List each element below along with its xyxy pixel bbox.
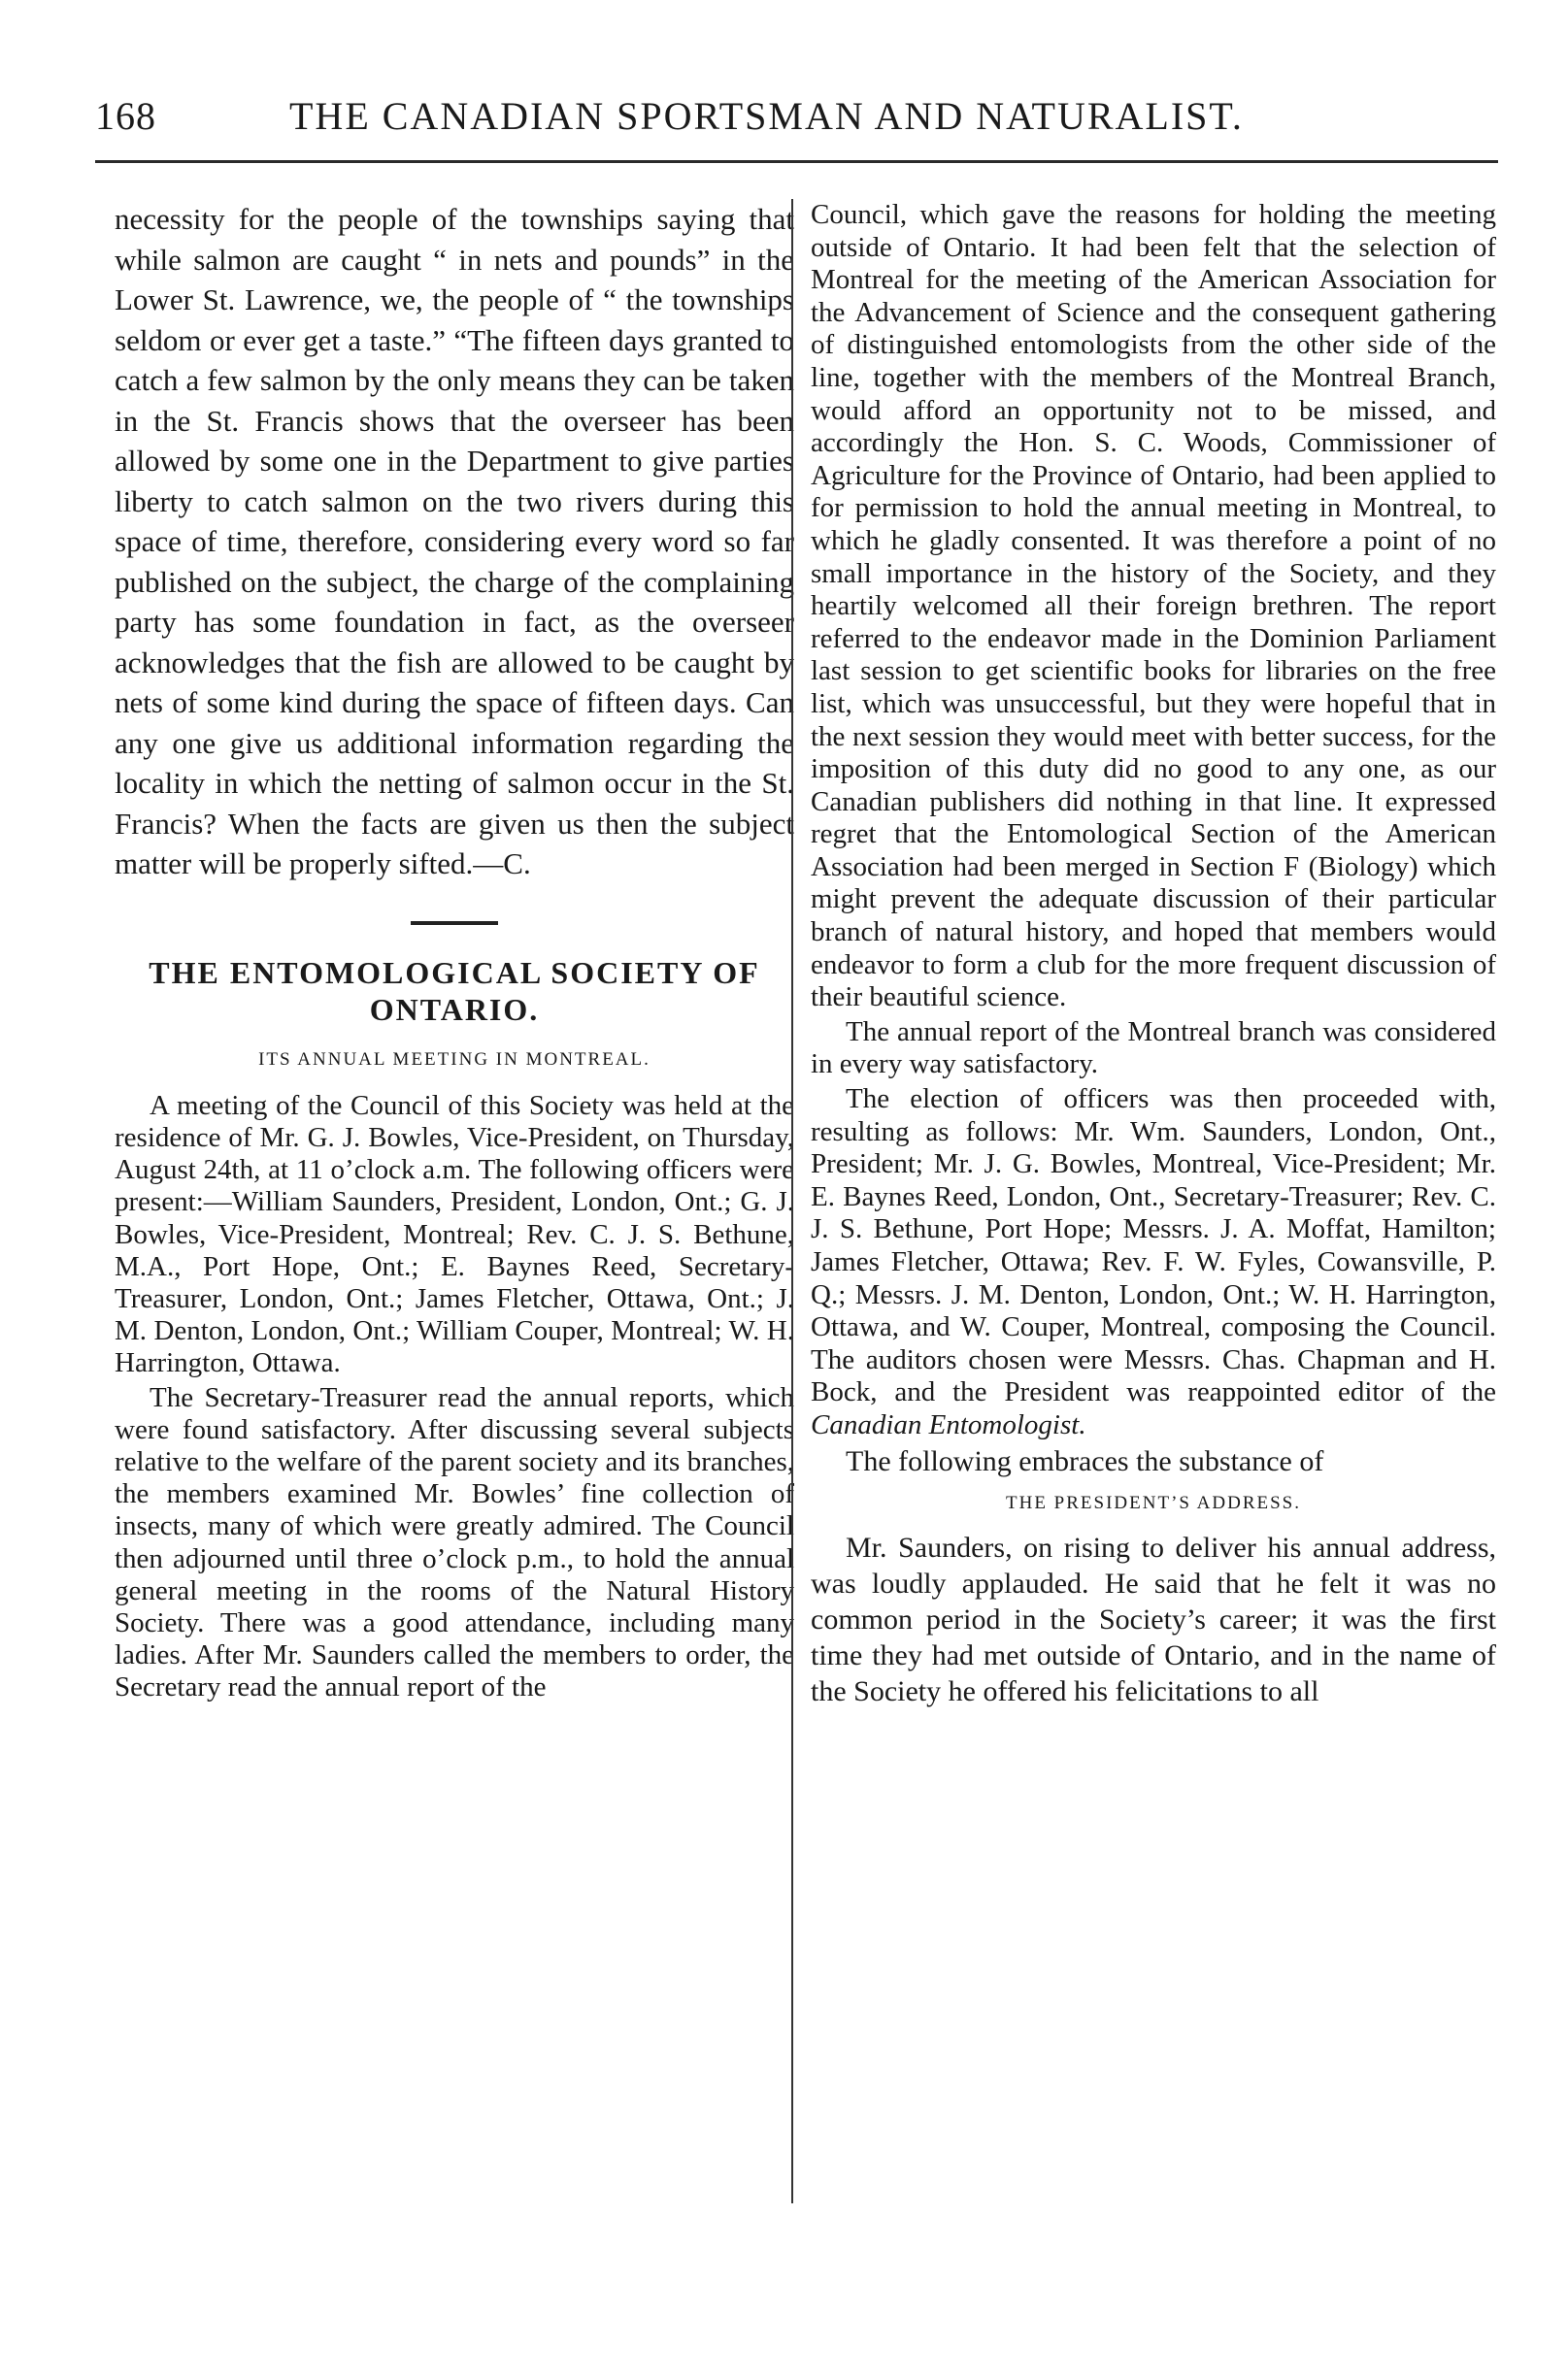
page-number: 168	[95, 94, 156, 138]
running-title: THE CANADIAN SPORTSMAN AND NATURALIST.	[289, 94, 1244, 138]
article-end-rule	[411, 921, 498, 925]
address-paragraph: Mr. Saunders, on rising to deliver his annual address, was loudly applauded. He said that he felt it was no common period in the Society’s career; it was the first time they had met outside of Ontario, and in the name of the Society he offered his felicitations to all	[811, 1531, 1496, 1707]
following-paragraph: The following embraces the substance of	[846, 1444, 1324, 1477]
address-subheading: THE PRESIDENT’S ADDRESS.	[1006, 1492, 1301, 1513]
right-column	[811, 199, 1496, 1711]
election-text: The election of officers was then proceeded with, resulting as follows: Mr. Wm. Saunders, London, Ont., President; Mr. J. G. Bowles, Montreal, Vice-President; Mr. E. Baynes Reed, London, Ont., Secretary-Treasurer; Rev. C. J. S. Bethune, Port Hope; Messrs. J. A. Moffat, Hamilton; James Fletcher, Ottawa; Rev. F. W. Fyles, Cowansville, P. Q.; Messrs. J. M. Denton, London, Ont.; W. H. Harrington, Ottawa, and W. Couper, Montreal, composing the Council. The auditors chosen were Messrs. Chas. Chapman and H. Bock, and the President was reappointed editor of the	[811, 1083, 1496, 1408]
montreal-branch-paragraph: The annual report of the Montreal branch was considered in every way satisfactory.	[811, 1015, 1496, 1080]
meeting-paragraph: A meeting of the Council of this Society was held at the residence of Mr. G. J. Bowles, Vice-President, on Thursday, August 24th, at 11 o’clock a.m. The following officers were present:—William Saunders, President, London, Ont.; G. J. Bowles, Vice-President, Montreal; Rev. C. J. S. Bethune, M.A., Port Hope, Ont.; E. Baynes Reed, Secretary-Treasurer, London, Ont.; James Fletcher, Ottawa, Ont.; J. M. Denton, London, Ont.; William Couper, Montreal; W. H. Harrington, Ottawa.	[115, 1089, 794, 1379]
journal-title: Canadian Entomologist.	[811, 1408, 1086, 1440]
page-header	[95, 93, 1493, 151]
article-continuation: necessity for the people of the townships saying that while salmon are caught “ in nets and pounds” in the Lower St. Lawrence, we, the people of “ the townships seldom or ever get a taste.” “The fifteen days granted to catch a few salmon by the only means they can be taken in the St. Francis shows that the overseer has been allowed by some one in the Department to give parties liberty to catch salmon on the two rivers during this space of time, therefore, considering every word so far published on the subject, the charge of the complaining party has some foundation in fact, as the overseer acknowledges that the fish are allowed to be caught by nets of some kind during the space of fifteen days. Can any one give us additional information regarding the locality in which the netting of salmon occur in the St. Francis? When the facts are given us then the subject matter will be properly sifted.—C.	[115, 202, 794, 880]
election-paragraph	[811, 1083, 1496, 1442]
section-subheading: ITS ANNUAL MEETING IN MONTREAL.	[258, 1048, 651, 1070]
section-heading: THE ENTOMOLOGICAL SOCIETY OF ONTARIO.	[149, 954, 760, 1027]
council-paragraph: Council, which gave the reasons for holding the meeting outside of Ontario. It had been felt that the selection of Montreal for the meeting of the American Association for the Advancement of Science and the consequent gathering of distinguished entomologists from the other side of the line, together with the members of the Montreal Branch, would afford an opportunity not to be missed, and accordingly the Hon. S. C. Woods, Commissioner of Agriculture for the Province of Ontario, had been applied to for permission to hold the annual meeting in Montreal, to which he gladly consented. It was therefore a point of no small importance in the history of the Society, and they heartily welcomed all their foreign brethren. The report referred to the endeavor made in the Dominion Parliament last session to get scientific books for libraries on the free list, which was unsuccessful, but they were hopeful that in the next session they would meet with better success, for the imposition of this duty did no good to any one, as our Canadian publishers did nothing in that line. It expressed regret that the Entomological Section of the American Association had been merged in Section F (Biology) which might prevent the adequate discussion of their particular branch of natural history, and hoped that members would endeavor to form a club for the more frequent discussion of their beautiful science.	[811, 199, 1496, 1013]
left-column	[115, 199, 794, 1706]
reports-paragraph: The Secretary-Treasurer read the annual reports, which were found satisfactory. After discussing several subjects relative to the welfare of the parent society and its branches, the members examined Mr. Bowles’ fine collection of insects, many of which were greatly admired. The Council then adjourned until three o’clock p.m., to hold the annual general meeting in the rooms of the Natural History Society. There was a good attendance, including many ladies. After Mr. Saunders called the members to order, the Secretary read the annual report of the	[115, 1381, 794, 1703]
header-rule	[95, 160, 1498, 163]
column-divider	[791, 199, 793, 2203]
